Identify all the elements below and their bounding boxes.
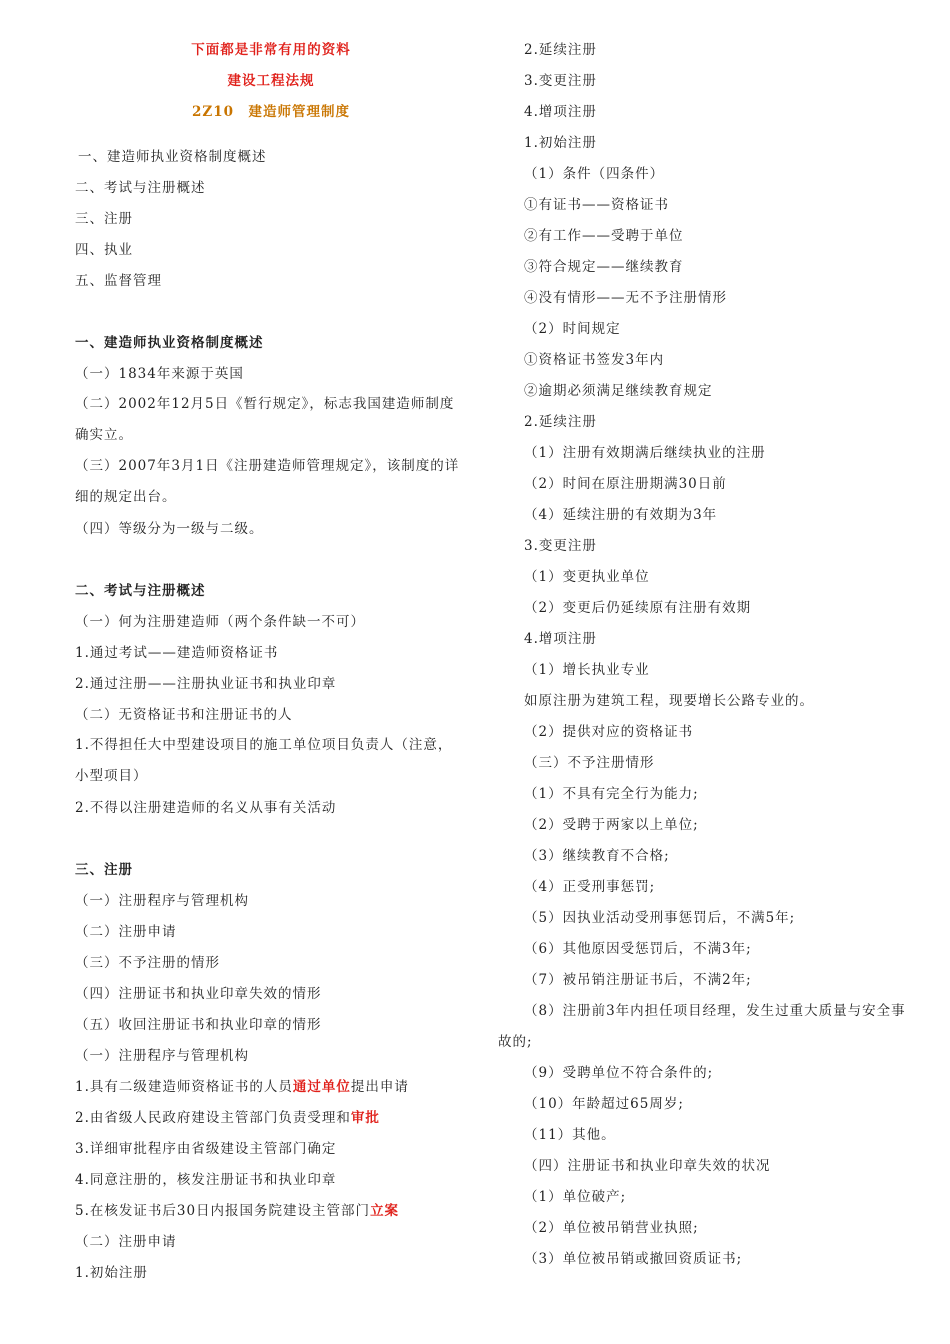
- list-item: 1.初始注册: [524, 135, 597, 151]
- list-item: 4.增项注册: [524, 104, 597, 120]
- list-item: （四）注册证书和执业印章失效的状况: [524, 1158, 771, 1174]
- list-item: （4）正受刑事惩罚;: [524, 879, 656, 895]
- list-item: 如原注册为建筑工程，现要增长公路专业的。: [524, 693, 814, 709]
- list-item: （1）单位破产;: [524, 1189, 627, 1205]
- list-item: （1）增长执业专业: [524, 662, 650, 678]
- list-item: （6）其他原因受惩罚后，不满3年;: [524, 941, 752, 957]
- list-item: （4）延续注册的有效期为3年: [524, 507, 718, 523]
- paragraph: 1.具有二级建造师资格证书的人员通过单位提出申请: [75, 1079, 409, 1095]
- list-item: （10）年龄超过65周岁;: [524, 1096, 684, 1112]
- paragraph: 5.在核发证书后30日内报国务院建设主管部门立案: [75, 1203, 400, 1219]
- list-item: （一）注册程序与管理机构: [75, 893, 249, 909]
- paragraph: （一）1834年来源于英国: [75, 366, 244, 382]
- list-item: （三）不予注册的情形: [75, 955, 220, 971]
- header-line-1: 下面都是非常有用的资料: [191, 42, 351, 58]
- list-item: （3）继续教育不合格;: [524, 848, 670, 864]
- list-item: （1）注册有效期满后继续执业的注册: [524, 445, 766, 461]
- paragraph: 2.通过注册——注册执业证书和执业印章: [75, 676, 337, 692]
- list-item: （1）变更执业单位: [524, 569, 650, 585]
- toc-item: 四、执业: [75, 242, 133, 258]
- paragraph: （8）注册前3年内担任项目经理，发生过重大质量与安全事: [524, 1003, 906, 1019]
- list-item: （五）收回注册证书和执业印章的情形: [75, 1017, 322, 1033]
- list-item: （2）变更后仍延续原有注册有效期: [524, 600, 752, 616]
- paragraph: 1.初始注册: [75, 1265, 148, 1281]
- list-item: ④没有情形——无不予注册情形: [524, 290, 727, 306]
- paragraph: 故的;: [498, 1034, 533, 1050]
- paragraph: （二）注册申请: [75, 1234, 177, 1250]
- section-title: 二、考试与注册概述: [75, 583, 206, 599]
- header-line-2: 建设工程法规: [227, 73, 315, 89]
- toc-item: 五、监督管理: [75, 273, 162, 289]
- list-item: （三）不予注册情形: [524, 755, 655, 771]
- list-item: （11）其他。: [524, 1127, 616, 1143]
- list-item: ①有证书——资格证书: [524, 197, 669, 213]
- list-item: （四）注册证书和执业印章失效的情形: [75, 986, 322, 1002]
- list-item: （2）提供对应的资格证书: [524, 724, 694, 740]
- list-item: （2）受聘于两家以上单位;: [524, 817, 699, 833]
- list-item: 3.变更注册: [524, 73, 597, 89]
- list-item: 2.延续注册: [524, 42, 597, 58]
- list-item: ①资格证书签发3年内: [524, 352, 665, 368]
- list-item: （1）不具有完全行为能力;: [524, 786, 699, 802]
- paragraph: （四）等级分为一级与二级。: [75, 521, 264, 537]
- paragraph: （二）无资格证书和注册证书的人: [75, 707, 293, 723]
- section-title: 一、建造师执业资格制度概述: [75, 335, 264, 351]
- highlight-text: 审批: [350, 1110, 380, 1126]
- paragraph: 1.通过考试——建造师资格证书: [75, 645, 279, 661]
- list-item: （9）受聘单位不符合条件的;: [524, 1065, 714, 1081]
- highlight-text: 立案: [370, 1203, 400, 1219]
- list-item: ②有工作——受聘于单位: [524, 228, 684, 244]
- list-item: （一）注册程序与管理机构: [75, 1048, 249, 1064]
- highlight-text: 通过单位: [292, 1079, 351, 1095]
- list-item: 3.变更注册: [524, 538, 597, 554]
- list-item: 2.延续注册: [524, 414, 597, 430]
- list-item: （二）注册申请: [75, 924, 177, 940]
- section-title: 三、注册: [75, 862, 133, 878]
- list-item: ③符合规定——继续教育: [524, 259, 684, 275]
- paragraph: 4.同意注册的，核发注册证书和执业印章: [75, 1172, 337, 1188]
- list-item: （2）时间在原注册期满30日前: [524, 476, 727, 492]
- header-line-3: 2Z10 建造师管理制度: [191, 104, 351, 120]
- paragraph: 2.由省级人民政府建设主管部门负责受理和审批: [75, 1110, 380, 1126]
- toc-item: 一、建造师执业资格制度概述: [78, 149, 267, 165]
- list-item: 4.增项注册: [524, 631, 597, 647]
- list-item: （1）条件（四条件）: [524, 166, 665, 182]
- paragraph: （一）何为注册建造师（两个条件缺一不可）: [75, 614, 365, 630]
- list-item: （7）被吊销注册证书后，不满2年;: [524, 972, 752, 988]
- paragraph: （三）2007年3月1日《注册建造师管理规定》，该制度的详细的规定出台。: [75, 458, 460, 505]
- toc-item: 二、考试与注册概述: [75, 180, 206, 196]
- paragraph: 3.详细审批程序由省级建设主管部门确定: [75, 1141, 337, 1157]
- paragraph: 1.不得担任大中型建设项目的施工单位项目负责人（注意，小型项目）: [75, 737, 453, 784]
- list-item: ②逾期必须满足继续教育规定: [524, 383, 713, 399]
- list-item: （2）单位被吊销营业执照;: [524, 1220, 699, 1236]
- list-item: （2）时间规定: [524, 321, 621, 337]
- list-item: （3）单位被吊销或撤回资质证书;: [524, 1251, 743, 1267]
- paragraph: 2.不得以注册建造师的名义从事有关活动: [75, 800, 337, 816]
- toc-item: 三、注册: [75, 211, 133, 227]
- list-item: （5）因执业活动受刑事惩罚后，不满5年;: [524, 910, 796, 926]
- paragraph: （二）2002年12月5日《暂行规定》，标志我国建造师制度确实立。: [75, 396, 455, 443]
